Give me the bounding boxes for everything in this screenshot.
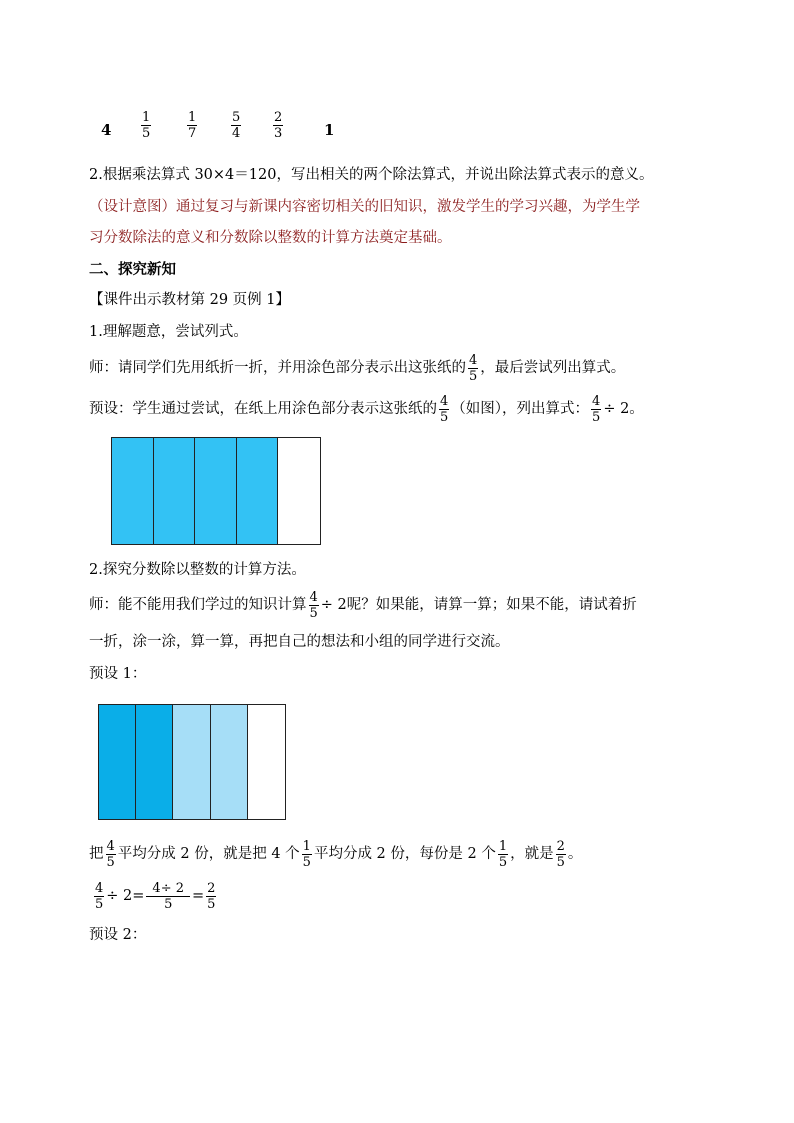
teacher-1-text-a: 师：请同学们先用纸折一折，并用涂色部分表示出这张纸的	[89, 360, 466, 376]
fraction-two-fifths: $\frac{2}{5}$	[556, 838, 565, 870]
question-2: 2.根据乘法算式 30×4＝120，写出相关的两个除法算式，并说出除法算式表示的意义。	[89, 167, 654, 183]
teacher-instruction-2-line-2: 一折，涂一涂，算一算，再把自己的想法和小组的同学进行交流。	[89, 634, 510, 650]
teacher-1-text-b: ，最后尝试列出算式。	[480, 360, 626, 376]
explain-text-e: 。	[567, 846, 583, 862]
preset-text-c: ÷ 2。	[603, 401, 644, 417]
number-row	[95, 110, 355, 150]
preset-1-label: 预设 1：	[89, 666, 147, 682]
unshaded-part	[248, 705, 285, 819]
fraction-bar-figure-2	[98, 704, 286, 820]
fraction-two-fifths: $\frac{2}{5}$	[207, 880, 216, 912]
shaded-part	[195, 438, 237, 544]
step-1: 1.理解题意，尝试列式。	[89, 324, 248, 340]
design-note-line-1: （设计意图）通过复习与新课内容密切相关的旧知识，激发学生的学习兴趣，为学生学	[89, 199, 640, 215]
fraction-four-fifths: $\frac{4}{5}$	[309, 589, 318, 621]
fraction-one-seventh: $\frac{1}{7}$	[188, 110, 197, 141]
fraction-one-fifth: $\frac{1}{5}$	[498, 838, 508, 870]
explain-text-d: ，就是	[510, 846, 554, 862]
teacher-instruction-1	[89, 348, 625, 388]
equals-sign: =	[192, 888, 205, 904]
shaded-part	[154, 438, 196, 544]
shaded-part	[112, 438, 154, 544]
equation-operator: ÷ 2=	[106, 888, 145, 904]
fraction-four-fifths: $\frac{4}{5}$	[440, 393, 449, 425]
explain-text-a: 把	[89, 846, 104, 862]
teacher-2-text-a: 师：能不能用我们学过的知识计算	[89, 597, 307, 613]
dark-shaded-part	[99, 705, 136, 819]
explanation-line	[89, 834, 582, 874]
explain-text-b: 平均分成 2 份，就是把 4 个	[117, 846, 300, 862]
equation-line	[92, 876, 218, 916]
fraction-four-fifths: $\frac{4}{5}$	[592, 393, 601, 425]
fraction-bar-figure-1	[111, 437, 321, 545]
courseware-note: 【课件出示教材第 29 页例 1】	[89, 292, 291, 308]
fraction-five-fourths: $\frac{5}{4}$	[232, 110, 241, 141]
fraction-four-fifths: $\frac{4}{5}$	[469, 352, 478, 384]
step-2: 2.探究分数除以整数的计算方法。	[89, 562, 306, 578]
shaded-part	[237, 438, 279, 544]
preset-text-b: （如图），列出算式：	[451, 401, 590, 417]
preset-2-label: 预设 2：	[89, 927, 147, 943]
number-4: 4	[101, 121, 112, 139]
design-note-line-2: 习分数除法的意义和分数除以整数的计算方法奠定基础。	[89, 230, 452, 246]
light-shaded-part	[173, 705, 210, 819]
explain-text-c: 平均分成 2 份，每份是 2 个	[313, 846, 496, 862]
preset-line	[89, 389, 644, 429]
unshaded-part	[278, 438, 320, 544]
fraction-four-fifths: $\frac{4}{5}$	[106, 838, 115, 870]
light-shaded-part	[211, 705, 248, 819]
teacher-instruction-2	[89, 585, 637, 625]
number-1: 1	[324, 121, 335, 139]
fraction-four-div-two-over-five: $\frac{4\div 2}{5}$	[146, 881, 190, 912]
fraction-one-fifth: $\frac{1}{5}$	[302, 838, 311, 870]
teacher-2-text-b: ÷ 2呢？如果能，请算一算；如果不能，请试着折	[320, 597, 637, 613]
fraction-two-thirds: $\frac{2}{3}$	[274, 110, 283, 141]
dark-shaded-part	[136, 705, 173, 819]
fraction-one-fifth: $\frac{1}{5}$	[142, 110, 151, 141]
fraction-four-fifths: $\frac{4}{5}$	[95, 880, 104, 912]
section-heading: 二、探究新知	[89, 261, 176, 278]
preset-text-a: 预设：学生通过尝试，在纸上用涂色部分表示这张纸的	[89, 401, 437, 417]
